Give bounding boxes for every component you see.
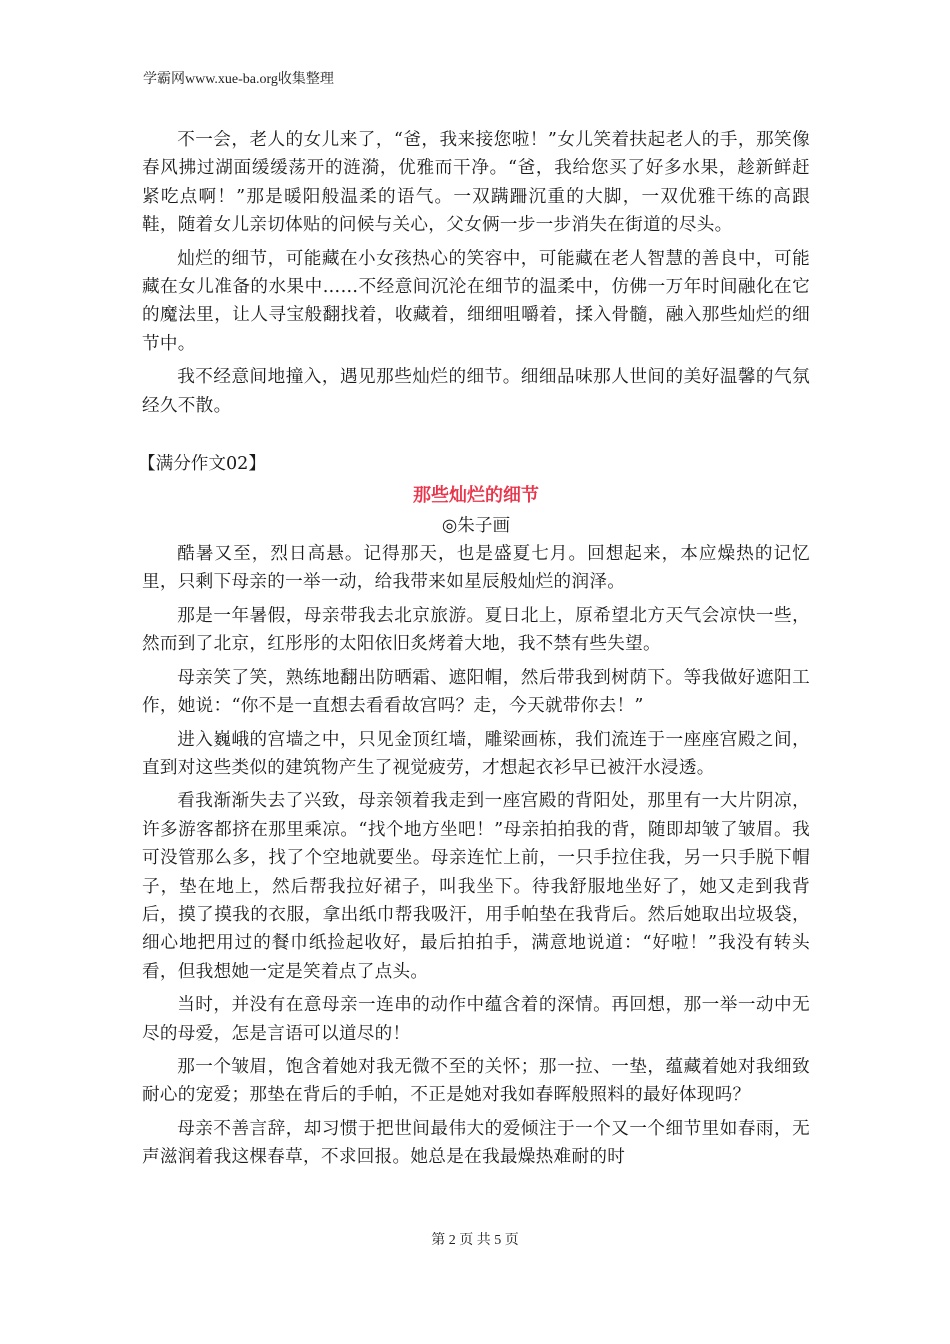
essay-title: 那些灿烂的细节	[413, 485, 539, 507]
paragraph: 灿烂的细节，可能藏在小女孩热心的笑容中，可能藏在老人智慧的善良中，可能藏在女儿准备的水果中……不经意间沉沦在细节的温柔中，仿佛一万年时间融化在它的魔法里，让人寻宝般翻找着，收藏着，细细咀嚼着，揉入骨髓，融入那些灿烂的细节中。	[142, 248, 810, 354]
paragraph: 进入巍峨的宫墙之中，只见金顶红墙，雕梁画栋，我们流连于一座座宫殿之间，直到对这些类似的建筑物产生了视觉疲劳，才想起衣衫早已被汗水浸透。	[142, 729, 810, 778]
essay-author: ◎朱子画	[441, 516, 511, 537]
paragraph: 酷暑又至，烈日高悬。记得那天，也是盛夏七月。回想起来，本应燥热的记忆里，只剩下母亲的一举一动，给我带来如星辰般灿烂的润泽。	[142, 544, 810, 593]
paragraph: 母亲笑了笑，熟练地翻出防晒霜、遮阳帽，然后带我到树荫下。等我做好遮阳工作，她说：“你不是一直想去看看故宫吗？走，今天就带你去！”	[142, 667, 810, 717]
paragraph: 当时，并没有在意母亲一连串的动作中蕴含着的深情。再回想，那一举一动中无尽的母爱，怎是言语可以道尽的！	[142, 995, 810, 1044]
section-label: 【满分作文02】	[138, 454, 266, 475]
page-header: 学霸网www.xue-ba.org收集整理	[143, 72, 334, 87]
paragraph: 不一会，老人的女儿来了，“爸，我来接您啦！”女儿笑着扶起老人的手，那笑像春风拂过湖面缓缓荡开的涟漪，优雅而干净。“爸，我给您买了好多水果，趁新鲜赶紧吃点啊！”那是暖阳般温柔的语气。一双蹒跚沉重的大脚，一双优雅干练的高跟鞋，随着女儿亲切体贴的问候与关心，父女俩一步一步消失在街道的尽头。	[142, 130, 810, 236]
document-body	[138, 126, 810, 1177]
paragraph: 我不经意间地撞入，遇见那些灿烂的细节。细细品味那人世间的美好温馨的气氛经久不散。	[142, 367, 810, 416]
page-number: 第 2 页 共 5 页	[431, 1233, 519, 1248]
paragraph: 母亲不善言辞，却习惯于把世间最伟大的爱倾注于一个又一个细节里如春雨，无声滋润着我这棵春草，不求回报。她总是在我最燥热难耐的时	[142, 1118, 810, 1168]
paragraph: 那是一年暑假，母亲带我去北京旅游。夏日北上，原希望北方天气会凉快一些，然而到了北京，红彤彤的太阳依旧炙烤着大地，我不禁有些失望。	[142, 605, 810, 655]
paragraph: 看我渐渐失去了兴致，母亲领着我走到一座宫殿的背阳处，那里有一大片阴凉，许多游客都挤在那里乘凉。“找个地方坐吧！”母亲拍拍我的背，随即却皱了皱眉。我可没管那么多，找了个空地就要坐。母亲连忙上前，一只手拉住我，另一只手脱下帽子，垫在地上，然后帮我拉好裙子，叫我坐下。待我舒服地坐好了，她又走到我背后，摸了摸我的衣服，拿出纸巾帮我吸汗，用手帕垫在我背后。然后她取出垃圾袋，细心地把用过的餐巾纸捡起收好，最后拍拍手，满意地说道：“好啦！”我没有转头看，但我想她一定是笑着点了点头。	[142, 791, 810, 982]
paragraph: 那一个皱眉，饱含着她对我无微不至的关怀；那一拉、一垫，蕴藏着她对我细致耐心的宠爱；那垫在背后的手帕，不正是她对我如春晖般照料的最好体现吗？	[142, 1056, 810, 1106]
